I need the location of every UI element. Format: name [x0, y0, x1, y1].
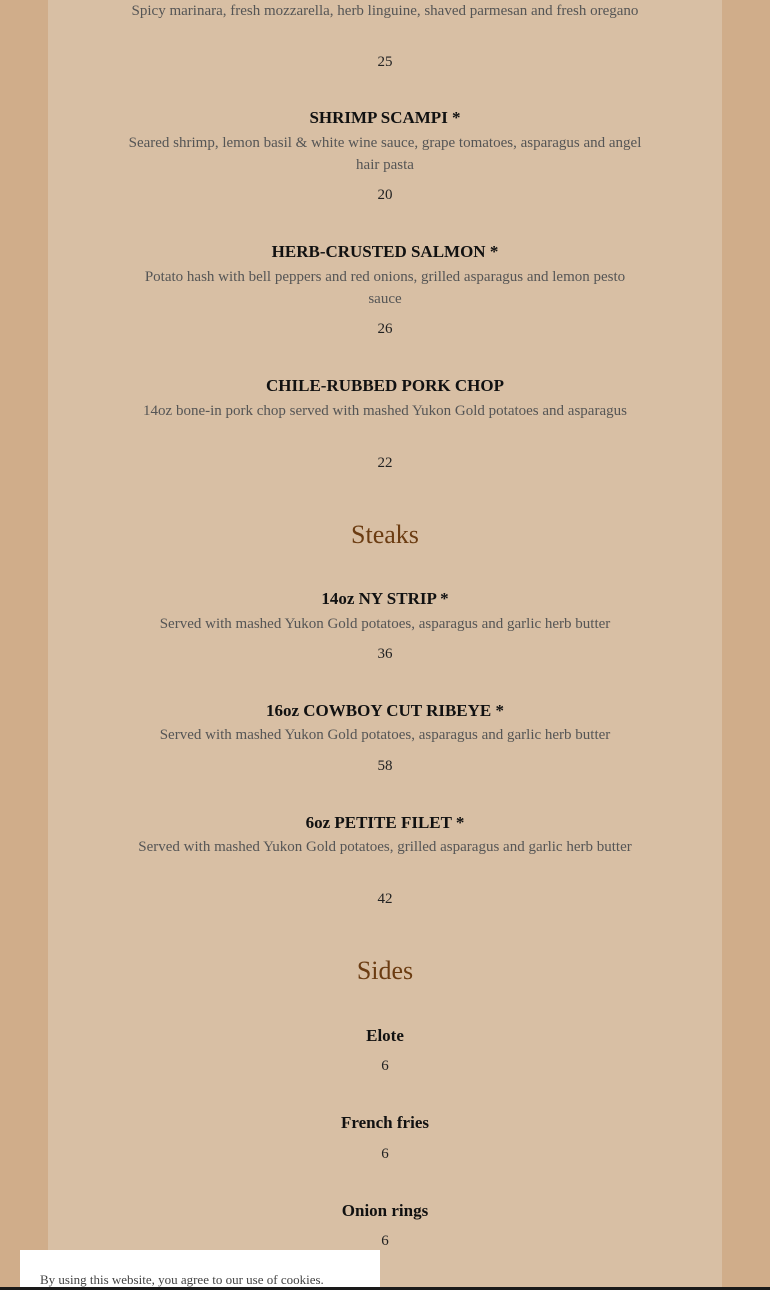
- item-price: 42: [377, 891, 393, 907]
- item-name: CHILE-RUBBED PORK CHOP: [265, 376, 505, 395]
- item-description: Seared shrimp, lemon basil & white wine sauce, grape tomatoes, asparagus and angel hair pasta: [128, 135, 642, 173]
- item-price: 25: [377, 54, 393, 70]
- menu-panel: [48, 0, 722, 1290]
- item-name: Elote: [366, 1026, 404, 1045]
- item-price: 36: [377, 646, 393, 662]
- item-description: Potato hash with bell peppers and red onions, grilled asparagus and lemon pesto sauce: [144, 269, 626, 307]
- section-title-sides: Sides: [356, 956, 414, 985]
- item-name: Onion rings: [341, 1201, 429, 1220]
- section-title-steaks: Steaks: [351, 520, 419, 549]
- item-name: French fries: [341, 1113, 429, 1132]
- item-name: 6oz PETITE FILET *: [305, 813, 465, 832]
- item-name: 14oz NY STRIP *: [321, 589, 449, 608]
- item-name: SHRIMP SCAMPI *: [309, 108, 461, 127]
- item-description: Served with mashed Yukon Gold potatoes, asparagus and garlic herb butter: [159, 727, 611, 743]
- item-price: 6: [381, 1146, 389, 1162]
- item-price: 20: [377, 187, 393, 203]
- item-name: 16oz COWBOY CUT RIBEYE *: [265, 701, 505, 720]
- item-price: 26: [377, 321, 393, 337]
- item-description: Served with mashed Yukon Gold potatoes, grilled asparagus and garlic herb butter: [138, 839, 632, 855]
- item-description: Spicy marinara, fresh mozzarella, herb linguine, shaved parmesan and fresh oregano: [131, 3, 639, 19]
- item-price: 58: [377, 758, 393, 774]
- item-description: 14oz bone-in pork chop served with mashed Yukon Gold potatoes and asparagus: [143, 403, 627, 419]
- item-price: 22: [377, 455, 393, 471]
- item-price: 6: [381, 1233, 389, 1249]
- cookie-banner: [20, 1250, 380, 1290]
- cookie-notice-text: By using this website, you agree to our use of cookies.: [40, 1272, 324, 1287]
- item-name: HERB-CRUSTED SALMON *: [271, 242, 499, 261]
- item-description: Served with mashed Yukon Gold potatoes, asparagus and garlic herb butter: [159, 616, 611, 632]
- item-price: 6: [381, 1058, 389, 1074]
